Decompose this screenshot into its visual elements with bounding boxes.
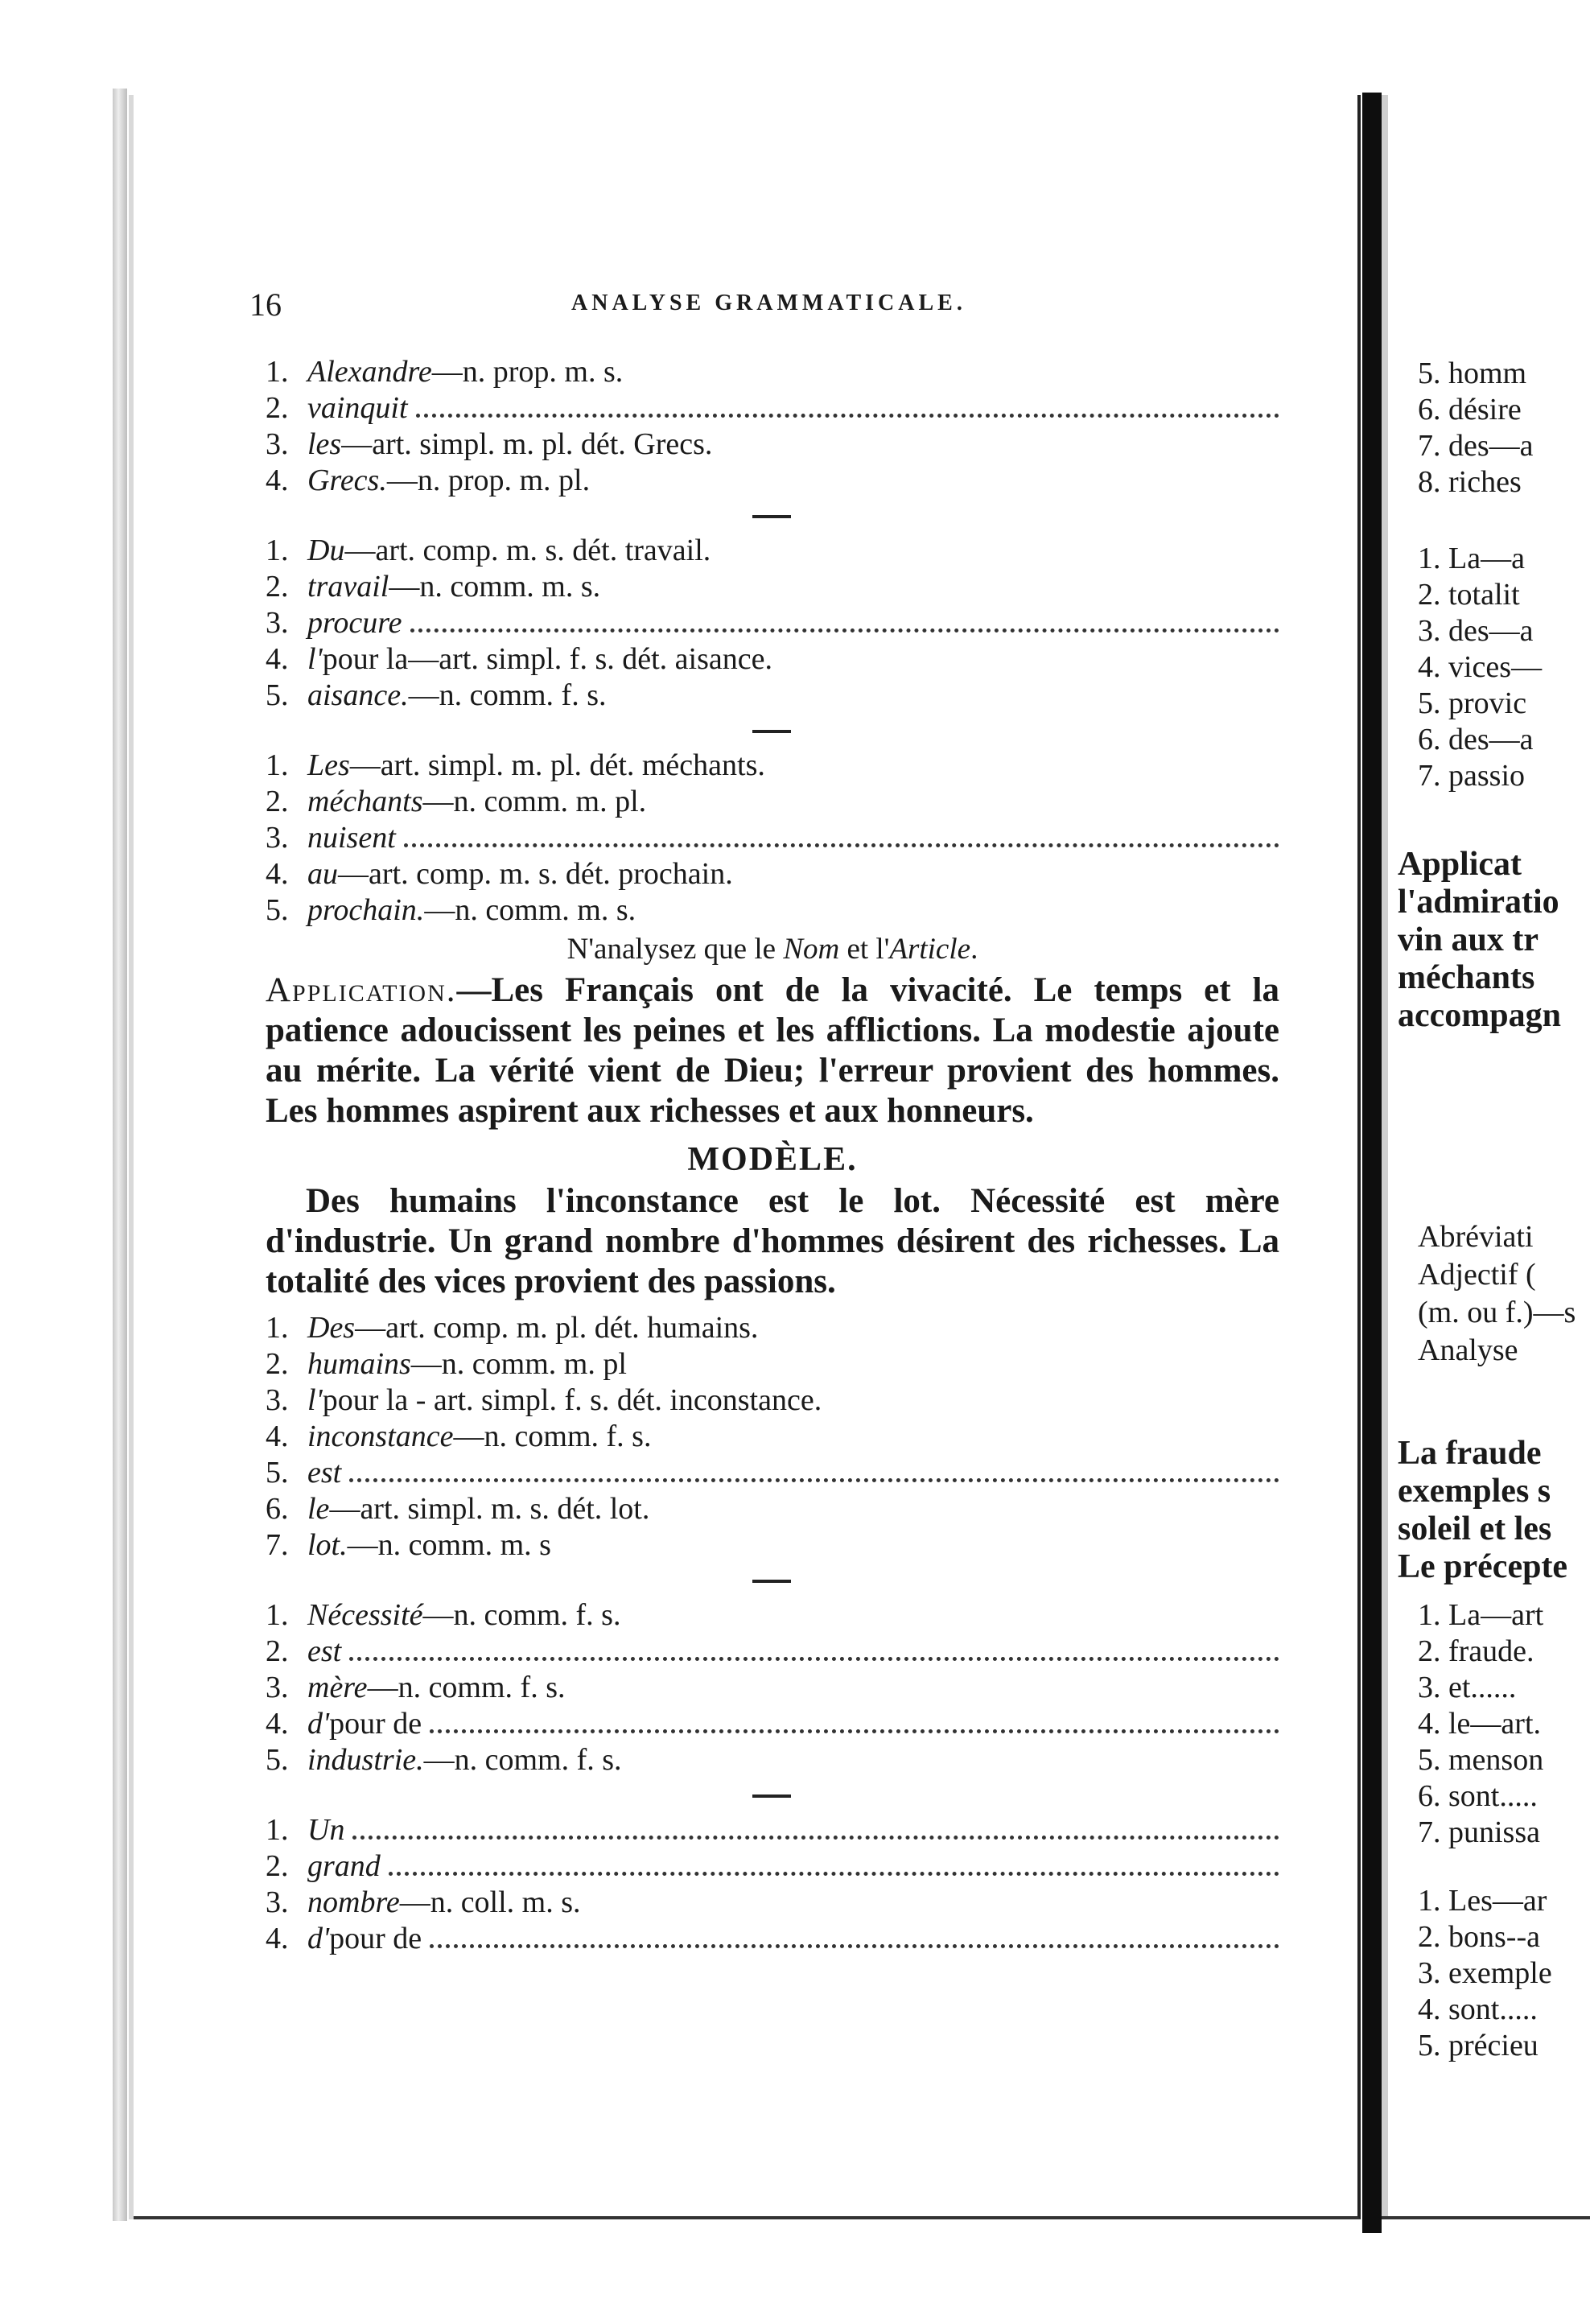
- right-page-line: 7. punissa: [1418, 1815, 1540, 1849]
- entry-analysis: —n. comm. f. s.: [423, 1743, 622, 1777]
- entry-analysis: —n. comm. m. pl.: [422, 785, 647, 818]
- section-rule: [266, 499, 1279, 533]
- entry-analysis: —n. comm. f. s.: [408, 678, 607, 712]
- right-page-line: 2. totalit: [1418, 578, 1520, 612]
- section-rule: [266, 1564, 1279, 1597]
- dotted-leader: [389, 1871, 1279, 1876]
- entry-word: est: [307, 1634, 342, 1668]
- entry-number: 6.: [266, 1492, 289, 1526]
- entry-analysis: pour la—art. simpl. f. s. dét. aisance.: [322, 642, 772, 676]
- right-page-line: (m. ou f.)—s: [1418, 1296, 1576, 1329]
- entry-number: 4.: [266, 642, 289, 676]
- entry-number: 1.: [266, 1813, 289, 1847]
- entry-analysis: —n. comm. m. s: [347, 1528, 551, 1562]
- entry-word: méchants: [307, 785, 423, 818]
- dotted-leader: [352, 1835, 1279, 1840]
- entry-analysis: —art. simpl. m. pl. dét. méchants.: [349, 748, 765, 782]
- entry-number: 2.: [266, 1849, 289, 1883]
- analysis-entry: [266, 533, 1279, 569]
- analysis-entry: [266, 1527, 1279, 1564]
- right-page-line: 5. homm: [1418, 356, 1527, 390]
- entry-analysis: —n. comm. m. pl: [410, 1347, 627, 1381]
- entry-word: inconstance: [307, 1420, 454, 1453]
- right-page-line: 2. fraude.: [1418, 1634, 1534, 1668]
- page-number: 16: [249, 286, 282, 323]
- entry-analysis: —n. prop. m. s.: [431, 355, 624, 389]
- right-page-line: 4. vices—: [1418, 650, 1543, 684]
- entry-number: 5.: [266, 893, 289, 927]
- entry-word: Les: [307, 748, 350, 782]
- entry-analysis: —n. comm. m. s.: [424, 893, 636, 927]
- right-page-line: 6. désire: [1418, 393, 1522, 426]
- right-page-line: 7. des—a: [1418, 429, 1534, 463]
- entry-word: mère: [307, 1671, 368, 1704]
- entry-word: travail: [307, 570, 389, 604]
- entry-analysis: —art. comp. m. s. dét. prochain.: [338, 857, 733, 891]
- entry-analysis: pour de: [329, 1707, 422, 1741]
- model-paragraph: Des humains l'inconstance est le lot. Nécessité est mère d'industrie. Un grand nombre d'hommes désirent des richesses. La totalité des vices provient des passions.: [266, 1182, 1279, 1300]
- entry-word: Des: [307, 1311, 356, 1345]
- entry-number: 5.: [266, 678, 289, 712]
- analysis-entry: [266, 748, 1279, 784]
- entry-number: 2.: [266, 391, 289, 425]
- entry-word: d': [307, 1707, 330, 1741]
- analysis-entry: [266, 641, 1279, 678]
- analysis-group-6: [266, 1812, 1279, 1957]
- analysis-entry: [266, 1597, 1279, 1634]
- entry-number: 3.: [266, 1885, 289, 1919]
- entry-word: au: [307, 857, 338, 891]
- analysis-entry: [266, 1812, 1279, 1848]
- entry-number: 3.: [266, 1383, 289, 1417]
- entry-number: 2.: [266, 1634, 289, 1668]
- entry-number: 2.: [266, 570, 289, 604]
- entry-word: Nécessité: [307, 1598, 423, 1632]
- entry-word: prochain.: [307, 893, 425, 927]
- analysis-entry: [266, 1455, 1279, 1491]
- right-page-line: 1. Les—ar: [1418, 1884, 1547, 1918]
- entry-number: 3.: [266, 821, 289, 855]
- entry-number: 1.: [266, 748, 289, 782]
- right-page-line: 5. menson: [1418, 1743, 1544, 1777]
- entry-analysis: —art. comp. m. s. dét. travail.: [344, 534, 711, 567]
- analysis-entry: [266, 1491, 1279, 1527]
- analysis-entry: [266, 784, 1279, 820]
- right-page-line: l'admiratio: [1398, 884, 1559, 921]
- analysis-entry: [266, 1310, 1279, 1346]
- entry-number: 4.: [266, 1707, 289, 1741]
- entry-number: 7.: [266, 1528, 289, 1562]
- instruction-text: N'analysez que le: [566, 933, 784, 966]
- right-page-line: 3. exemple: [1418, 1956, 1552, 1990]
- analysis-group-1: [266, 354, 1279, 499]
- right-page-line: Analyse: [1418, 1333, 1518, 1367]
- entry-word: le: [307, 1492, 330, 1526]
- right-page-line: Adjectif (: [1418, 1258, 1536, 1292]
- analysis-entry: [266, 354, 1279, 390]
- entry-number: 2.: [266, 785, 289, 818]
- entry-analysis: —n. comm. f. s.: [367, 1671, 566, 1704]
- entry-word: Un: [307, 1813, 345, 1847]
- entry-number: 5.: [266, 1743, 289, 1777]
- dotted-leader: [349, 1656, 1279, 1661]
- entry-analysis: —art. simpl. m. s. dét. lot.: [329, 1492, 650, 1526]
- entry-word: est: [307, 1456, 342, 1490]
- application-lead: Application.: [266, 971, 457, 1009]
- right-page-line: vin aux tr: [1398, 921, 1539, 958]
- entry-word: humains: [307, 1347, 411, 1381]
- dotted-leader: [430, 1943, 1279, 1948]
- instruction-text: et l': [839, 933, 890, 966]
- entry-number: 4.: [266, 464, 289, 497]
- instruction-nom: Nom: [783, 933, 840, 966]
- analysis-entry: [266, 892, 1279, 929]
- entry-number: 5.: [266, 1456, 289, 1490]
- analysis-entry: [266, 1706, 1279, 1742]
- page-header: [249, 286, 1279, 326]
- entry-number: 2.: [266, 1347, 289, 1381]
- entry-number: 3.: [266, 606, 289, 640]
- analysis-entry: [266, 605, 1279, 641]
- entry-word: Du: [307, 534, 345, 567]
- entry-analysis: —art. comp. m. pl. dét. humains.: [355, 1311, 759, 1345]
- analysis-entry: [266, 1634, 1279, 1670]
- analysis-entry: [266, 820, 1279, 856]
- instruction-text: .: [970, 933, 978, 966]
- right-page-line: exemples s: [1398, 1473, 1551, 1510]
- right-page-line: 6. des—a: [1418, 723, 1534, 756]
- right-page-line: La fraude: [1398, 1435, 1542, 1472]
- entry-analysis: pour de: [329, 1922, 422, 1955]
- dotted-leader: [404, 843, 1279, 847]
- entry-analysis: —n. comm. m. s.: [389, 570, 601, 604]
- entry-analysis: pour la - art. simpl. f. s. dét. inconstance.: [322, 1383, 822, 1417]
- entry-word: l': [307, 1383, 323, 1417]
- entry-number: 4.: [266, 857, 289, 891]
- analysis-entry: [266, 426, 1279, 463]
- entry-analysis: —n. prop. m. pl.: [386, 464, 591, 497]
- entry-analysis: —n. comm. f. s.: [422, 1598, 621, 1632]
- entry-number: 1.: [266, 1311, 289, 1345]
- analysis-entry: [266, 678, 1279, 714]
- entry-word: grand: [307, 1849, 381, 1883]
- entry-word: vainquit: [307, 391, 408, 425]
- entry-analysis: —art. simpl. m. pl. dét. Grecs.: [341, 427, 713, 461]
- right-page-line: Applicat: [1398, 846, 1522, 883]
- analysis-group-3: [266, 748, 1279, 929]
- entry-analysis: —n. comm. f. s.: [453, 1420, 652, 1453]
- entry-word: Grecs.: [307, 464, 387, 497]
- entry-word: nombre: [307, 1885, 400, 1919]
- application-text: —Les Français ont de la vivacité. Le temps et la patience adoucissent les peines et les afflictions. La modestie ajoute au mérite. La vérité vient de Dieu; l'erreur provient des hommes. Les hommes aspirent aux richesses et aux honneurs.: [266, 971, 1279, 1130]
- analysis-entry: [266, 1742, 1279, 1778]
- entry-word: aisance.: [307, 678, 409, 712]
- analysis-entry: [266, 390, 1279, 426]
- right-page-line: 8. riches: [1418, 465, 1522, 499]
- page-divider: [1362, 93, 1382, 2233]
- dotted-leader: [410, 628, 1280, 633]
- dotted-leader: [349, 1477, 1279, 1482]
- right-page-line: 5. provic: [1418, 686, 1527, 720]
- dotted-leader: [416, 413, 1279, 418]
- entry-number: 1.: [266, 355, 289, 389]
- right-page-line: 3. des—a: [1418, 614, 1534, 648]
- entry-word: lot.: [307, 1528, 348, 1562]
- analysis-entry: [266, 1382, 1279, 1419]
- right-page-line: Le précepte: [1398, 1548, 1568, 1585]
- entry-number: 1.: [266, 534, 289, 567]
- entry-analysis: —n. coll. m. s.: [399, 1885, 581, 1919]
- right-page-line: 1. La—a: [1418, 542, 1525, 575]
- instruction-article: Article: [889, 933, 971, 966]
- book-gutter: [113, 89, 127, 2221]
- section-rule: [266, 1778, 1279, 1812]
- instruction-line: [266, 929, 1279, 970]
- right-page-edge: [1382, 95, 1388, 2216]
- running-head: ANALYSE GRAMMATICALE.: [571, 290, 966, 315]
- entry-word: procure: [307, 606, 402, 640]
- entry-word: nuisent: [307, 821, 396, 855]
- dotted-leader: [430, 1729, 1279, 1733]
- right-page-line: 5. précieu: [1418, 2029, 1539, 2062]
- analysis-group-2: [266, 533, 1279, 714]
- right-page-line: 6. sont.....: [1418, 1779, 1538, 1813]
- analysis-entry: [266, 463, 1279, 499]
- entry-number: 4.: [266, 1420, 289, 1453]
- analysis-entry: [266, 856, 1279, 892]
- right-page-line: Abréviati: [1418, 1220, 1534, 1254]
- analysis-entry: [266, 1346, 1279, 1382]
- model-heading: MODÈLE.: [687, 1141, 858, 1178]
- right-page-line: 4. sont.....: [1418, 1992, 1538, 2026]
- analysis-entry: [266, 1419, 1279, 1455]
- analysis-entry: [266, 1921, 1279, 1957]
- entry-number: 1.: [266, 1598, 289, 1632]
- right-page-line: 2. bons--a: [1418, 1920, 1540, 1954]
- entry-word: les: [307, 427, 342, 461]
- analysis-entry: [266, 1670, 1279, 1706]
- entry-word: d': [307, 1922, 330, 1955]
- right-page-line: 3. et......: [1418, 1671, 1517, 1704]
- entry-number: 3.: [266, 1671, 289, 1704]
- section-rule: [266, 714, 1279, 748]
- analysis-entry: [266, 569, 1279, 605]
- analysis-entry: [266, 1885, 1279, 1921]
- right-page-line: 1. La—art: [1418, 1598, 1544, 1632]
- entry-word: l': [307, 642, 323, 676]
- right-page-line: accompagn: [1398, 997, 1561, 1034]
- analysis-entry: [266, 1848, 1279, 1885]
- left-page-content: [266, 354, 1279, 1957]
- entry-number: 3.: [266, 427, 289, 461]
- right-page-line: 7. passio: [1418, 759, 1525, 793]
- right-page-line: méchants: [1398, 959, 1535, 996]
- right-page-line: 4. le—art.: [1418, 1707, 1542, 1741]
- right-page-line: soleil et les: [1398, 1510, 1552, 1547]
- entry-word: industrie.: [307, 1743, 424, 1777]
- analysis-group-5: [266, 1597, 1279, 1778]
- entry-word: Alexandre: [307, 355, 432, 389]
- analysis-group-4: [266, 1310, 1279, 1564]
- entry-number: 4.: [266, 1922, 289, 1955]
- application-paragraph: [266, 970, 1279, 1131]
